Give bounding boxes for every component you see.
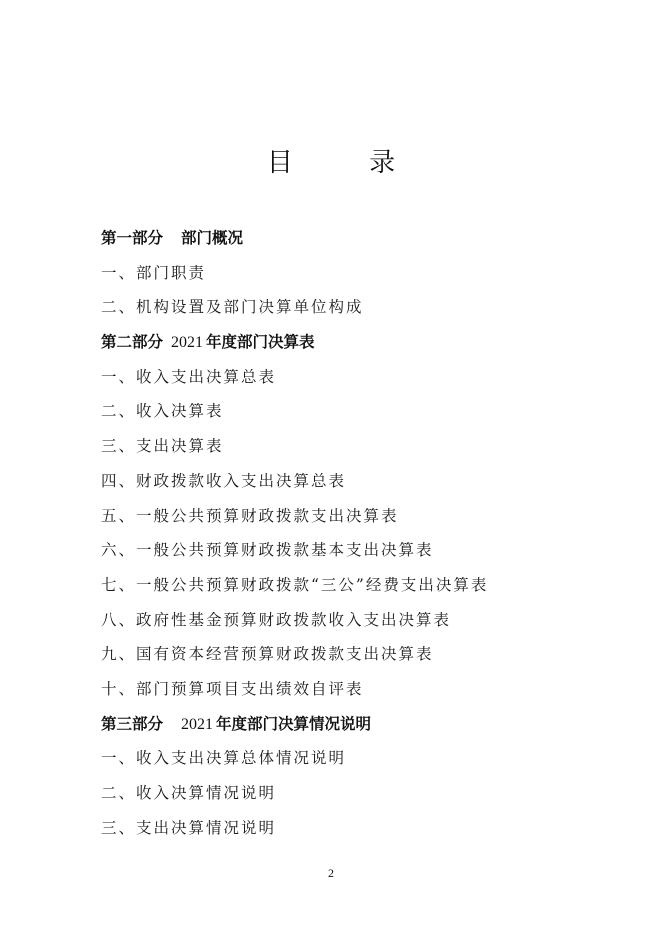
- toc-item: 四、财政拨款收入支出决算总表: [101, 471, 347, 490]
- toc-item: 七、一般公共预算财政拨款“三公”经费支出决算表: [101, 575, 489, 594]
- toc-part-1: [101, 221, 601, 256]
- part-label: 第二部分: [101, 333, 164, 352]
- part-year: 2021: [181, 715, 214, 733]
- toc-part-3: [101, 707, 601, 742]
- toc-part-2: [101, 325, 601, 360]
- page-number: 2: [328, 866, 334, 880]
- part-title: 年度部门决算情况说明: [216, 714, 372, 733]
- toc-item: 一、收入支出决算总体情况说明: [101, 749, 347, 768]
- toc-item: 二、收入决算表: [101, 402, 224, 421]
- toc-item: 三、支出决算表: [101, 437, 224, 456]
- toc-item: 八、政府性基金预算财政拨款收入支出决算表: [101, 610, 452, 629]
- toc-item: 一、收入支出决算总表: [101, 367, 277, 386]
- part-label: 第三部分: [101, 714, 164, 733]
- toc-item: 二、收入决算情况说明: [101, 784, 277, 802]
- toc-item: 一、部门职责: [101, 263, 207, 282]
- table-of-contents: [101, 221, 601, 845]
- toc-item: 五、一般公共预算财政拨款支出决算表: [101, 506, 399, 525]
- toc-item: 九、国有资本经营预算财政拨款支出决算表: [101, 645, 434, 664]
- page-title: 目 录: [266, 148, 430, 178]
- part-year: 2021: [171, 334, 204, 352]
- toc-item: 二、机构设置及部门决算单位构成: [101, 298, 364, 317]
- part-title: 年度部门决算表: [206, 333, 315, 352]
- toc-item: 三、支出决算情况说明: [101, 818, 277, 837]
- part-label: 第一部分: [101, 229, 164, 247]
- toc-item: 十、部门预算项目支出绩效自评表: [101, 679, 364, 698]
- part-title: 部门概况: [181, 229, 244, 247]
- toc-item: 六、一般公共预算财政拨款基本支出决算表: [101, 541, 434, 560]
